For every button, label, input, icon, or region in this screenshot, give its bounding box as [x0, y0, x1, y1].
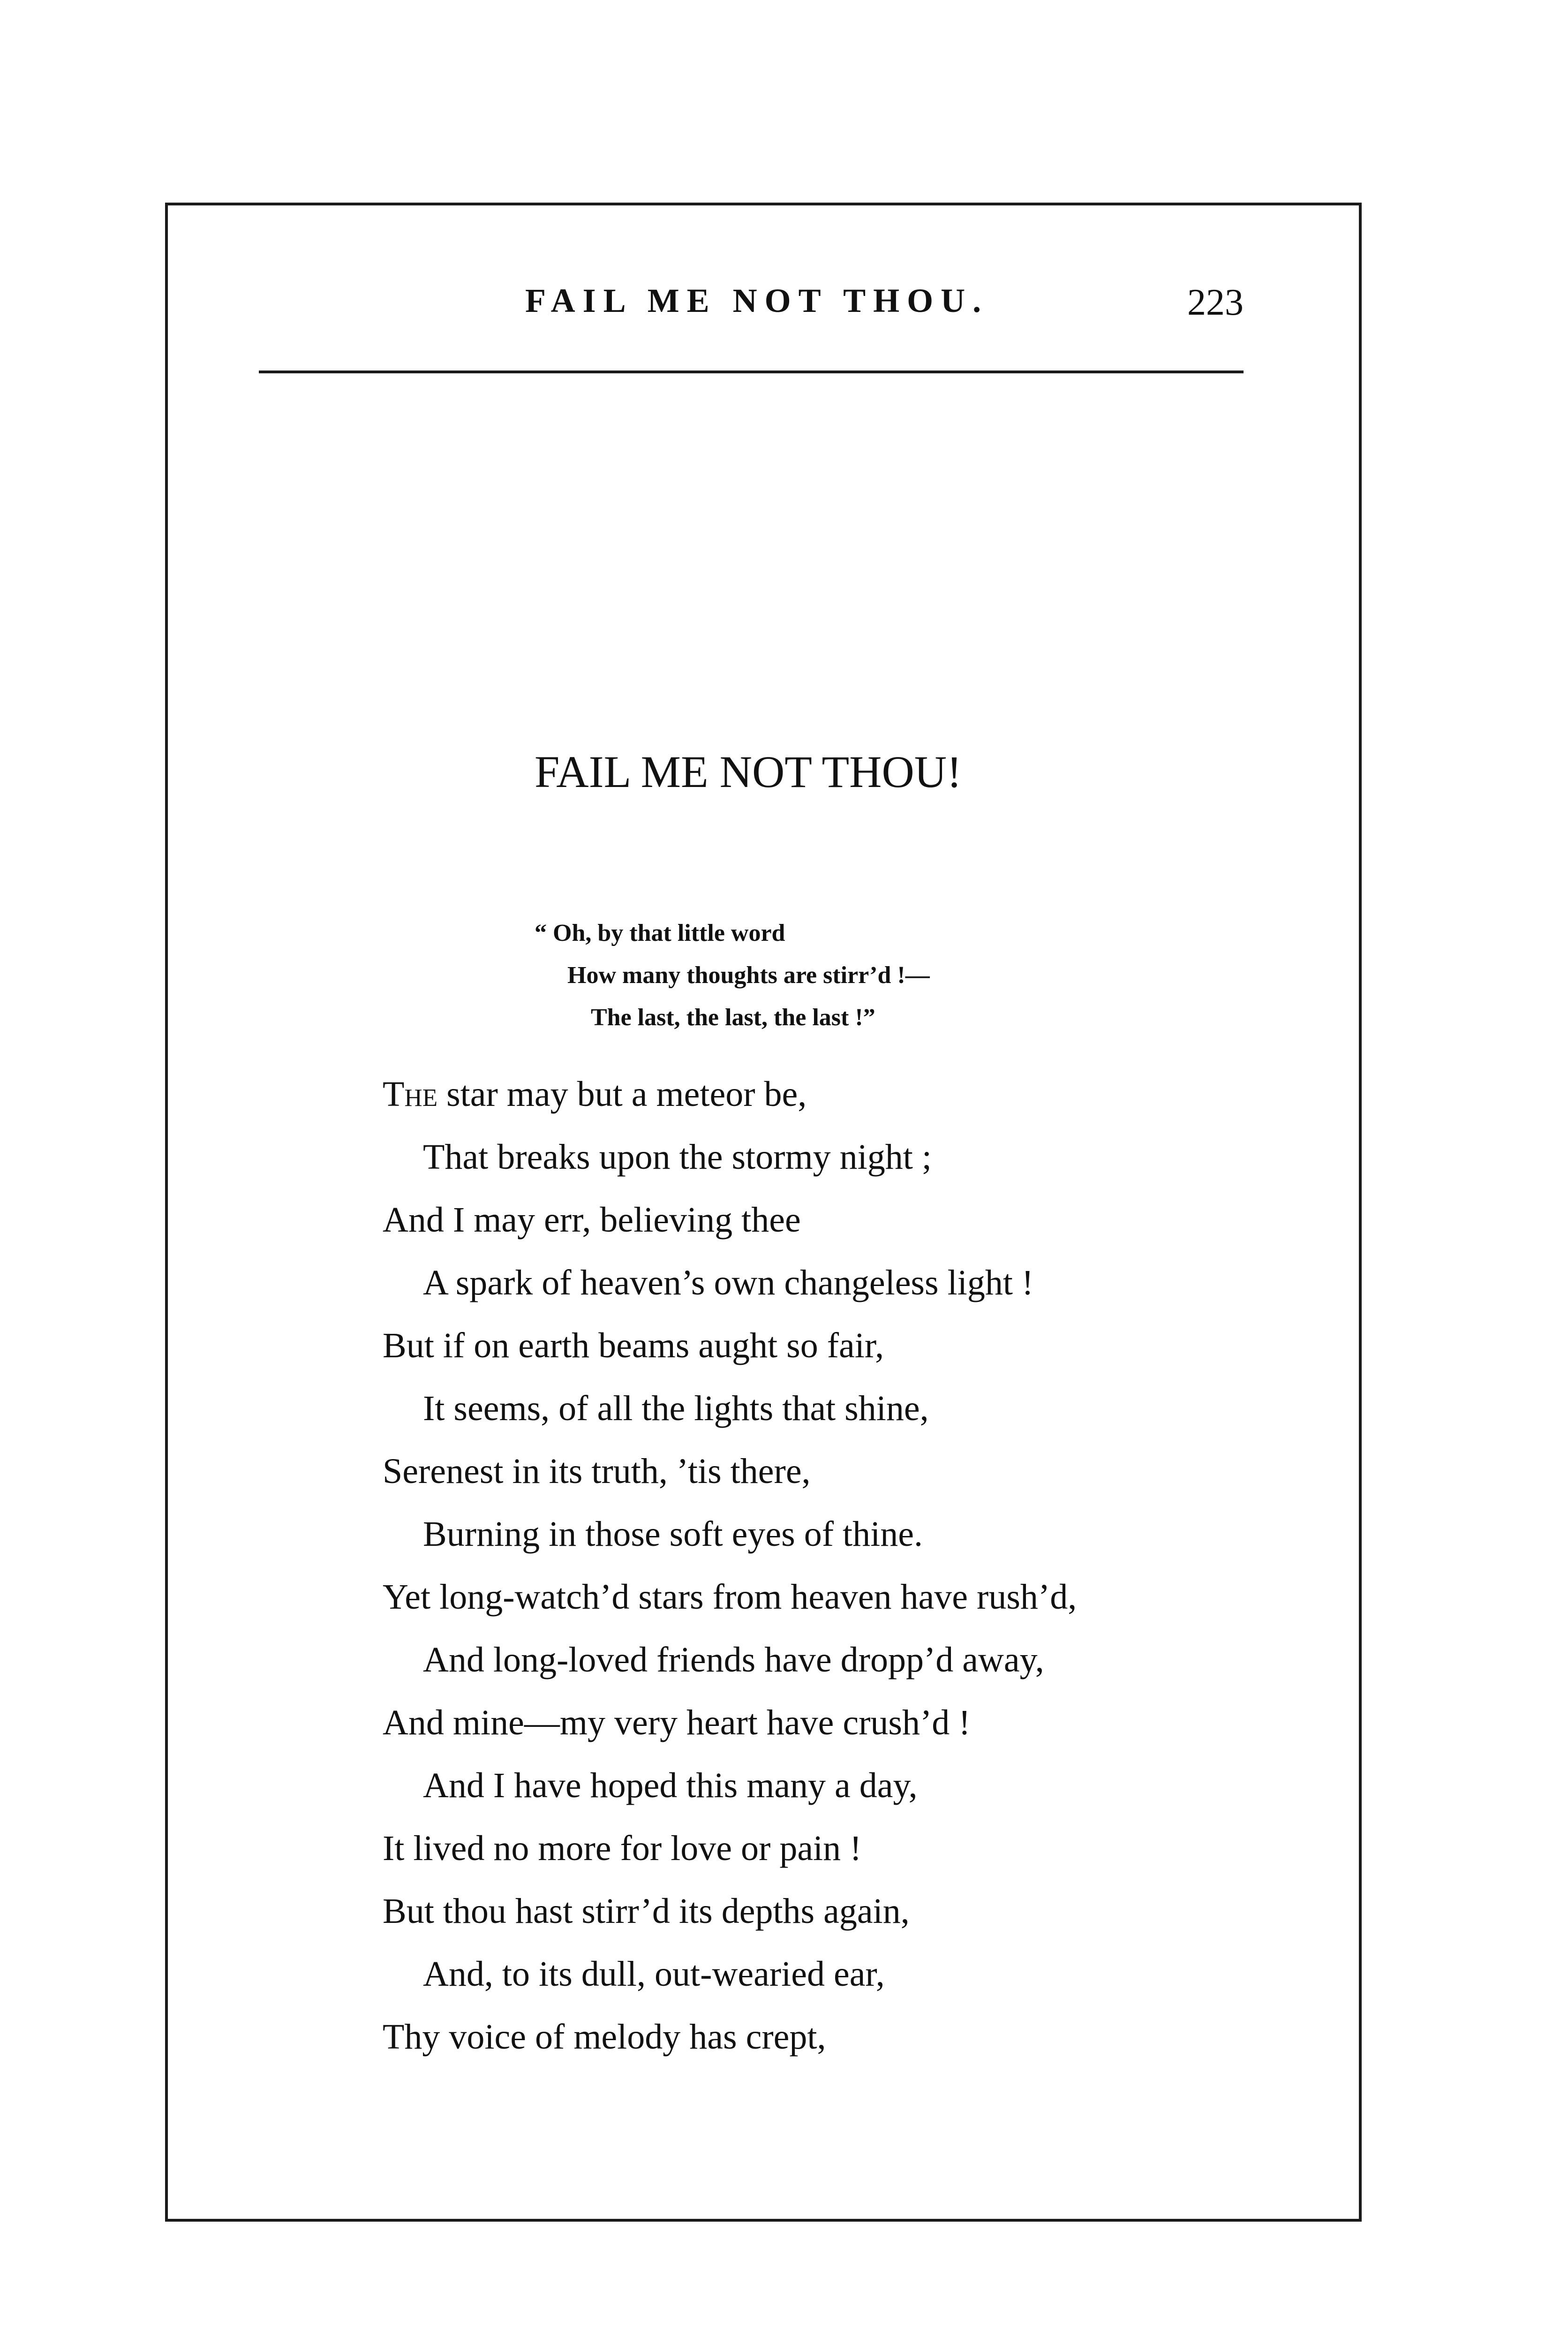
epigraph-line: “ Oh, by that little word	[535, 920, 785, 946]
page-number: 223	[1187, 282, 1244, 323]
verse-line: Burning in those soft eyes of thine.	[423, 1514, 923, 1554]
verse-line: But if on earth beams aught so fair,	[383, 1326, 884, 1365]
verse-line: Serenest in its truth, ’tis there,	[383, 1452, 811, 1491]
verse-line: And I have hoped this many a day,	[423, 1766, 918, 1805]
verse-line: And I may err, believing thee	[383, 1200, 801, 1240]
verse-line-text: star may but a meteor be,	[437, 1074, 807, 1114]
verse-line: That breaks upon the stormy night ;	[423, 1137, 932, 1177]
verse-line: But thou hast stirr’d its depths again,	[383, 1891, 910, 1931]
verse-line: Yet long-watch’d stars from heaven have rush’d,	[383, 1577, 1077, 1617]
header-rule	[259, 371, 1244, 373]
verse-line: And mine—my very heart have crush’d !	[383, 1703, 971, 1742]
running-head: FAIL ME NOT THOU.	[525, 282, 989, 319]
verse-line: It lived no more for love or pain !	[383, 1829, 862, 1868]
epigraph-line: The last, the last, the last !”	[591, 1004, 875, 1031]
epigraph-line: How many thoughts are stirr’d !—	[567, 962, 930, 989]
verse-line: And, to its dull, out-wearied ear,	[423, 1954, 885, 1994]
verse-line: It seems, of all the lights that shine,	[423, 1389, 929, 1428]
poem-title: FAIL ME NOT THOU!	[535, 747, 962, 797]
verse-line: A spark of heaven’s own changeless light !	[423, 1263, 1034, 1302]
opening-word: The	[383, 1074, 438, 1114]
verse-line: Thy voice of melody has crept,	[383, 2017, 826, 2057]
verse-line: And long-loved friends have dropp’d away,	[423, 1640, 1044, 1679]
verse-line	[383, 1074, 807, 1115]
